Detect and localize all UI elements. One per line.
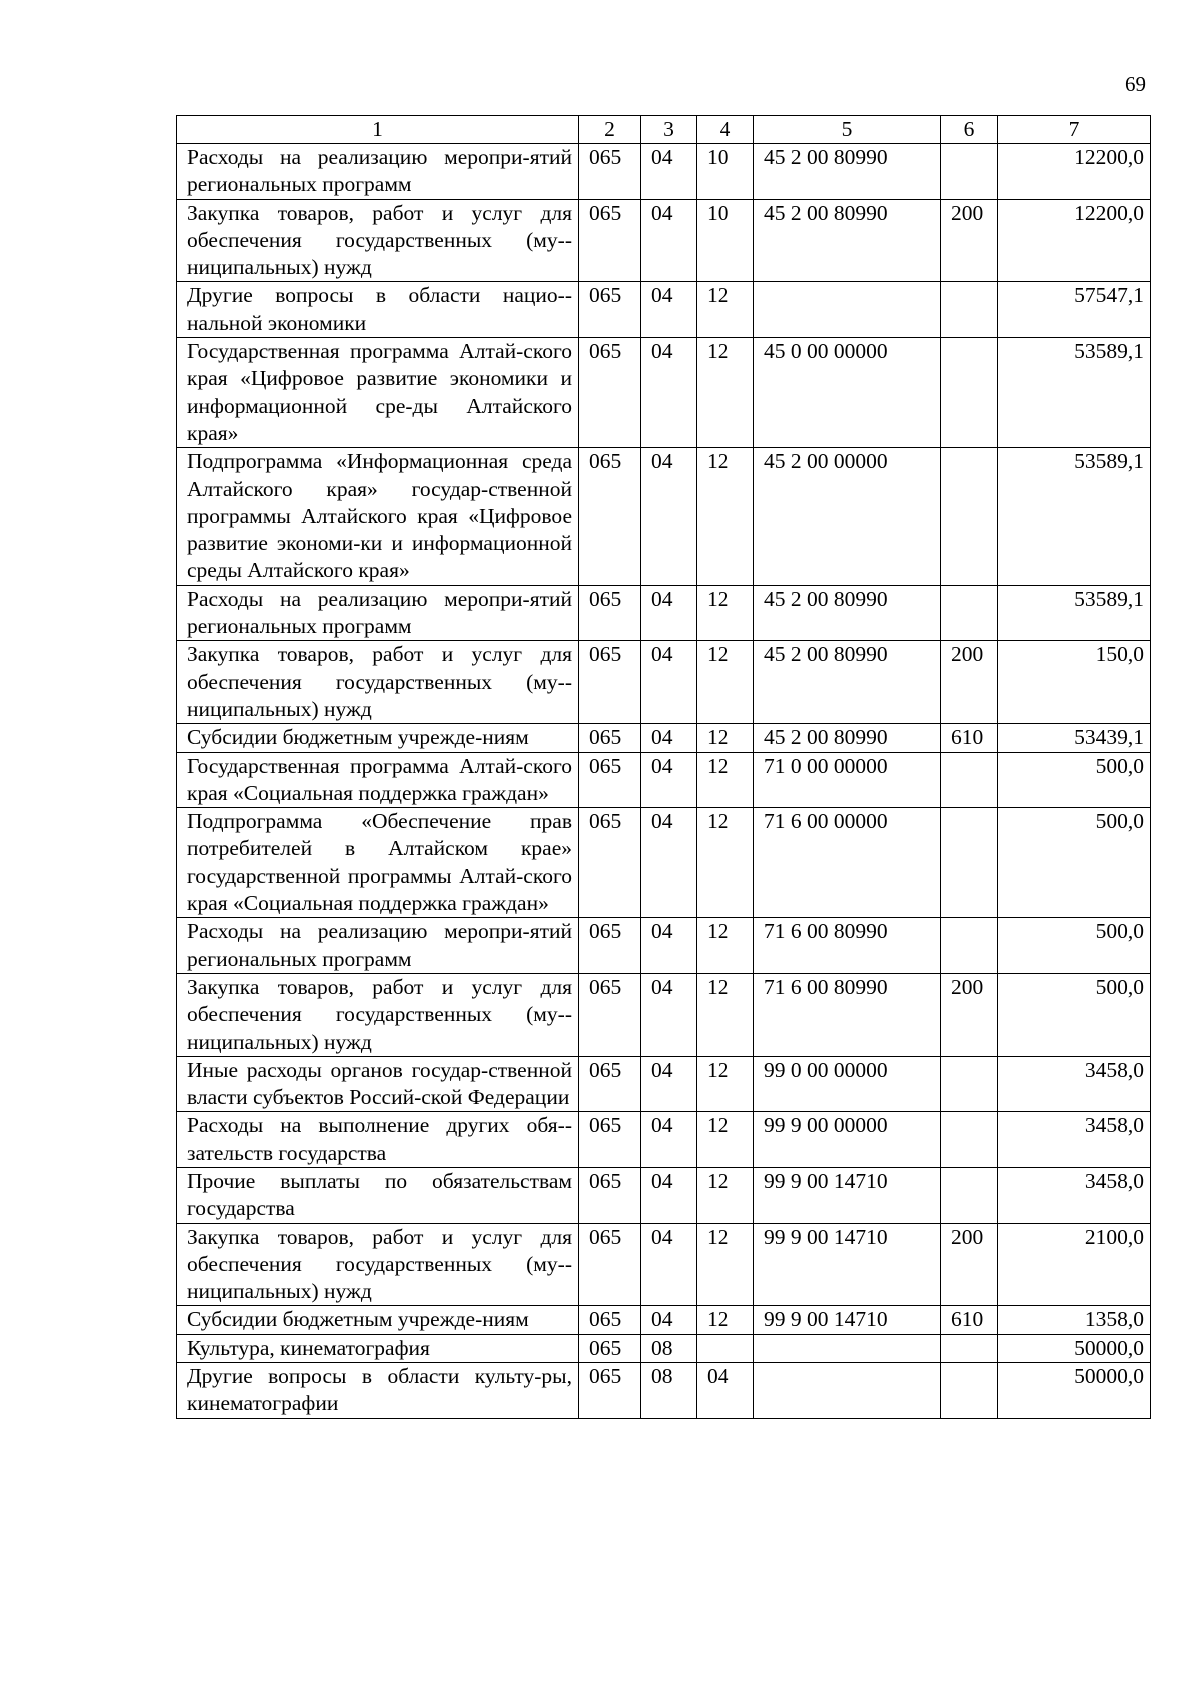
section-code-cell: 04: [641, 1167, 697, 1223]
section-code-cell: 04: [641, 1223, 697, 1306]
amount-cell: 53589,1: [998, 585, 1151, 641]
table-row: [177, 1363, 1151, 1419]
column-header: 4: [697, 116, 754, 144]
expense-type-cell: 200: [941, 199, 998, 282]
target-article-cell: 45 2 00 80990: [754, 641, 941, 724]
department-code-cell: 065: [579, 973, 641, 1056]
page-number: 69: [1125, 72, 1146, 96]
section-code-cell: 04: [641, 585, 697, 641]
expense-type-cell: 200: [941, 1223, 998, 1306]
expense-name-cell: Другие вопросы в области культу-ры, кинематографии: [177, 1363, 579, 1419]
section-code-cell: 04: [641, 808, 697, 918]
column-header: 2: [579, 116, 641, 144]
section-code-cell: 04: [641, 724, 697, 752]
department-code-cell: 065: [579, 918, 641, 974]
target-article-cell: 71 6 00 00000: [754, 808, 941, 918]
expense-name-cell: Культура, кинематография: [177, 1334, 579, 1362]
department-code-cell: 065: [579, 1363, 641, 1419]
expense-name-cell: Расходы на реализацию меропри-ятий региональных программ: [177, 144, 579, 200]
expense-name-cell: Иные расходы органов государ-ственной власти субъектов Россий-ской Федерации: [177, 1056, 579, 1112]
expense-type-cell: [941, 448, 998, 585]
amount-cell: 50000,0: [998, 1363, 1151, 1419]
expense-name-cell: Расходы на реализацию меропри-ятий региональных программ: [177, 918, 579, 974]
target-article-cell: [754, 1363, 941, 1419]
target-article-cell: 45 2 00 80990: [754, 585, 941, 641]
expense-type-cell: [941, 918, 998, 974]
amount-cell: 12200,0: [998, 199, 1151, 282]
expense-type-cell: 200: [941, 641, 998, 724]
department-code-cell: 065: [579, 338, 641, 448]
table-row: [177, 1167, 1151, 1223]
department-code-cell: 065: [579, 1334, 641, 1362]
target-article-cell: 71 0 00 00000: [754, 752, 941, 808]
department-code-cell: 065: [579, 282, 641, 338]
subsection-code-cell: 12: [697, 1167, 754, 1223]
table-row: [177, 752, 1151, 808]
amount-cell: 1358,0: [998, 1306, 1151, 1334]
subsection-code-cell: 10: [697, 199, 754, 282]
department-code-cell: 065: [579, 144, 641, 200]
section-code-cell: 04: [641, 338, 697, 448]
subsection-code-cell: 12: [697, 752, 754, 808]
table-row: [177, 448, 1151, 585]
expense-name-cell: Субсидии бюджетным учрежде-ниям: [177, 1306, 579, 1334]
table-row: [177, 1306, 1151, 1334]
section-code-cell: 04: [641, 752, 697, 808]
expense-type-cell: [941, 1112, 998, 1168]
amount-cell: 500,0: [998, 973, 1151, 1056]
subsection-code-cell: 12: [697, 585, 754, 641]
target-article-cell: 71 6 00 80990: [754, 918, 941, 974]
table-row: [177, 199, 1151, 282]
expense-type-cell: [941, 808, 998, 918]
subsection-code-cell: 12: [697, 918, 754, 974]
department-code-cell: 065: [579, 1112, 641, 1168]
table-row: [177, 1112, 1151, 1168]
expense-type-cell: [941, 144, 998, 200]
section-code-cell: 04: [641, 1112, 697, 1168]
department-code-cell: 065: [579, 724, 641, 752]
expense-type-cell: 200: [941, 973, 998, 1056]
expense-type-cell: [941, 1056, 998, 1112]
expense-type-cell: 610: [941, 724, 998, 752]
expense-type-cell: [941, 752, 998, 808]
expense-name-cell: Субсидии бюджетным учрежде-ниям: [177, 724, 579, 752]
amount-cell: 57547,1: [998, 282, 1151, 338]
subsection-code-cell: 12: [697, 282, 754, 338]
department-code-cell: 065: [579, 199, 641, 282]
subsection-code-cell: 12: [697, 1056, 754, 1112]
table-row: [177, 641, 1151, 724]
amount-cell: 3458,0: [998, 1112, 1151, 1168]
expense-type-cell: 610: [941, 1306, 998, 1334]
expense-name-cell: Закупка товаров, работ и услуг для обеспечения государственных (му-ниципальных) нужд: [177, 1223, 579, 1306]
table-row: [177, 338, 1151, 448]
target-article-cell: 71 6 00 80990: [754, 973, 941, 1056]
expense-name-cell: Расходы на реализацию меропри-ятий региональных программ: [177, 585, 579, 641]
section-code-cell: 04: [641, 918, 697, 974]
department-code-cell: 065: [579, 585, 641, 641]
amount-cell: 500,0: [998, 752, 1151, 808]
section-code-cell: 04: [641, 1056, 697, 1112]
subsection-code-cell: 12: [697, 724, 754, 752]
subsection-code-cell: 10: [697, 144, 754, 200]
column-header: 7: [998, 116, 1151, 144]
expense-type-cell: [941, 1334, 998, 1362]
table-header-row: [177, 116, 1151, 144]
expense-name-cell: Подпрограмма «Обеспечение прав потребителей в Алтайском крае» государственной программы Алтай-ского края «Социальная поддержка граждан»: [177, 808, 579, 918]
subsection-code-cell: 12: [697, 641, 754, 724]
expense-name-cell: Государственная программа Алтай-ского края «Цифровое развитие экономики и информационной сре-ды Алтайского края»: [177, 338, 579, 448]
subsection-code-cell: 12: [697, 808, 754, 918]
target-article-cell: [754, 282, 941, 338]
subsection-code-cell: 12: [697, 448, 754, 585]
expense-name-cell: Закупка товаров, работ и услуг для обеспечения государственных (му-ниципальных) нужд: [177, 641, 579, 724]
table-row: [177, 1223, 1151, 1306]
department-code-cell: 065: [579, 1056, 641, 1112]
amount-cell: 3458,0: [998, 1056, 1151, 1112]
department-code-cell: 065: [579, 641, 641, 724]
target-article-cell: 99 9 00 14710: [754, 1167, 941, 1223]
table-row: [177, 1056, 1151, 1112]
section-code-cell: 08: [641, 1334, 697, 1362]
section-code-cell: 04: [641, 199, 697, 282]
department-code-cell: 065: [579, 1167, 641, 1223]
department-code-cell: 065: [579, 752, 641, 808]
amount-cell: 53589,1: [998, 448, 1151, 585]
table-row: [177, 585, 1151, 641]
expense-name-cell: Прочие выплаты по обязательствам государства: [177, 1167, 579, 1223]
column-header: 3: [641, 116, 697, 144]
column-header: 1: [177, 116, 579, 144]
section-code-cell: 04: [641, 282, 697, 338]
expense-name-cell: Подпрограмма «Информационная среда Алтайского края» государ-ственной программы Алтайского края «Цифровое развитие экономи-ки и информационной среды Алтайского края»: [177, 448, 579, 585]
column-header: 5: [754, 116, 941, 144]
target-article-cell: 45 2 00 80990: [754, 144, 941, 200]
table-row: [177, 144, 1151, 200]
amount-cell: 500,0: [998, 808, 1151, 918]
section-code-cell: 08: [641, 1363, 697, 1419]
expense-name-cell: Государственная программа Алтай-ского края «Социальная поддержка граждан»: [177, 752, 579, 808]
amount-cell: 500,0: [998, 918, 1151, 974]
subsection-code-cell: 12: [697, 1223, 754, 1306]
table-row: [177, 724, 1151, 752]
amount-cell: 3458,0: [998, 1167, 1151, 1223]
target-article-cell: [754, 1334, 941, 1362]
amount-cell: 53589,1: [998, 338, 1151, 448]
target-article-cell: 99 9 00 00000: [754, 1112, 941, 1168]
department-code-cell: 065: [579, 1306, 641, 1334]
table-row: [177, 808, 1151, 918]
expense-type-cell: [941, 585, 998, 641]
section-code-cell: 04: [641, 973, 697, 1056]
column-header: 6: [941, 116, 998, 144]
table-body: [177, 144, 1151, 1419]
table-row: [177, 973, 1151, 1056]
target-article-cell: 45 2 00 80990: [754, 199, 941, 282]
expense-name-cell: Закупка товаров, работ и услуг для обеспечения государственных (му-ниципальных) нужд: [177, 973, 579, 1056]
target-article-cell: 99 9 00 14710: [754, 1306, 941, 1334]
target-article-cell: 45 2 00 80990: [754, 724, 941, 752]
section-code-cell: 04: [641, 144, 697, 200]
expense-name-cell: Расходы на выполнение других обя-зательств государства: [177, 1112, 579, 1168]
table-row: [177, 1334, 1151, 1362]
section-code-cell: 04: [641, 641, 697, 724]
section-code-cell: 04: [641, 1306, 697, 1334]
subsection-code-cell: 12: [697, 1112, 754, 1168]
target-article-cell: 45 0 00 00000: [754, 338, 941, 448]
table-row: [177, 282, 1151, 338]
department-code-cell: 065: [579, 448, 641, 585]
expense-type-cell: [941, 338, 998, 448]
section-code-cell: 04: [641, 448, 697, 585]
amount-cell: 50000,0: [998, 1334, 1151, 1362]
table-row: [177, 918, 1151, 974]
subsection-code-cell: 12: [697, 973, 754, 1056]
target-article-cell: 99 9 00 14710: [754, 1223, 941, 1306]
amount-cell: 12200,0: [998, 144, 1151, 200]
target-article-cell: 45 2 00 00000: [754, 448, 941, 585]
target-article-cell: 99 0 00 00000: [754, 1056, 941, 1112]
expense-type-cell: [941, 1167, 998, 1223]
subsection-code-cell: 12: [697, 338, 754, 448]
amount-cell: 2100,0: [998, 1223, 1151, 1306]
expense-type-cell: [941, 1363, 998, 1419]
amount-cell: 53439,1: [998, 724, 1151, 752]
department-code-cell: 065: [579, 1223, 641, 1306]
subsection-code-cell: 12: [697, 1306, 754, 1334]
amount-cell: 150,0: [998, 641, 1151, 724]
subsection-code-cell: [697, 1334, 754, 1362]
subsection-code-cell: 04: [697, 1363, 754, 1419]
expense-name-cell: Другие вопросы в области нацио-нальной экономики: [177, 282, 579, 338]
expense-type-cell: [941, 282, 998, 338]
department-code-cell: 065: [579, 808, 641, 918]
expense-name-cell: Закупка товаров, работ и услуг для обеспечения государственных (му-ниципальных) нужд: [177, 199, 579, 282]
budget-table: [176, 115, 1151, 1419]
